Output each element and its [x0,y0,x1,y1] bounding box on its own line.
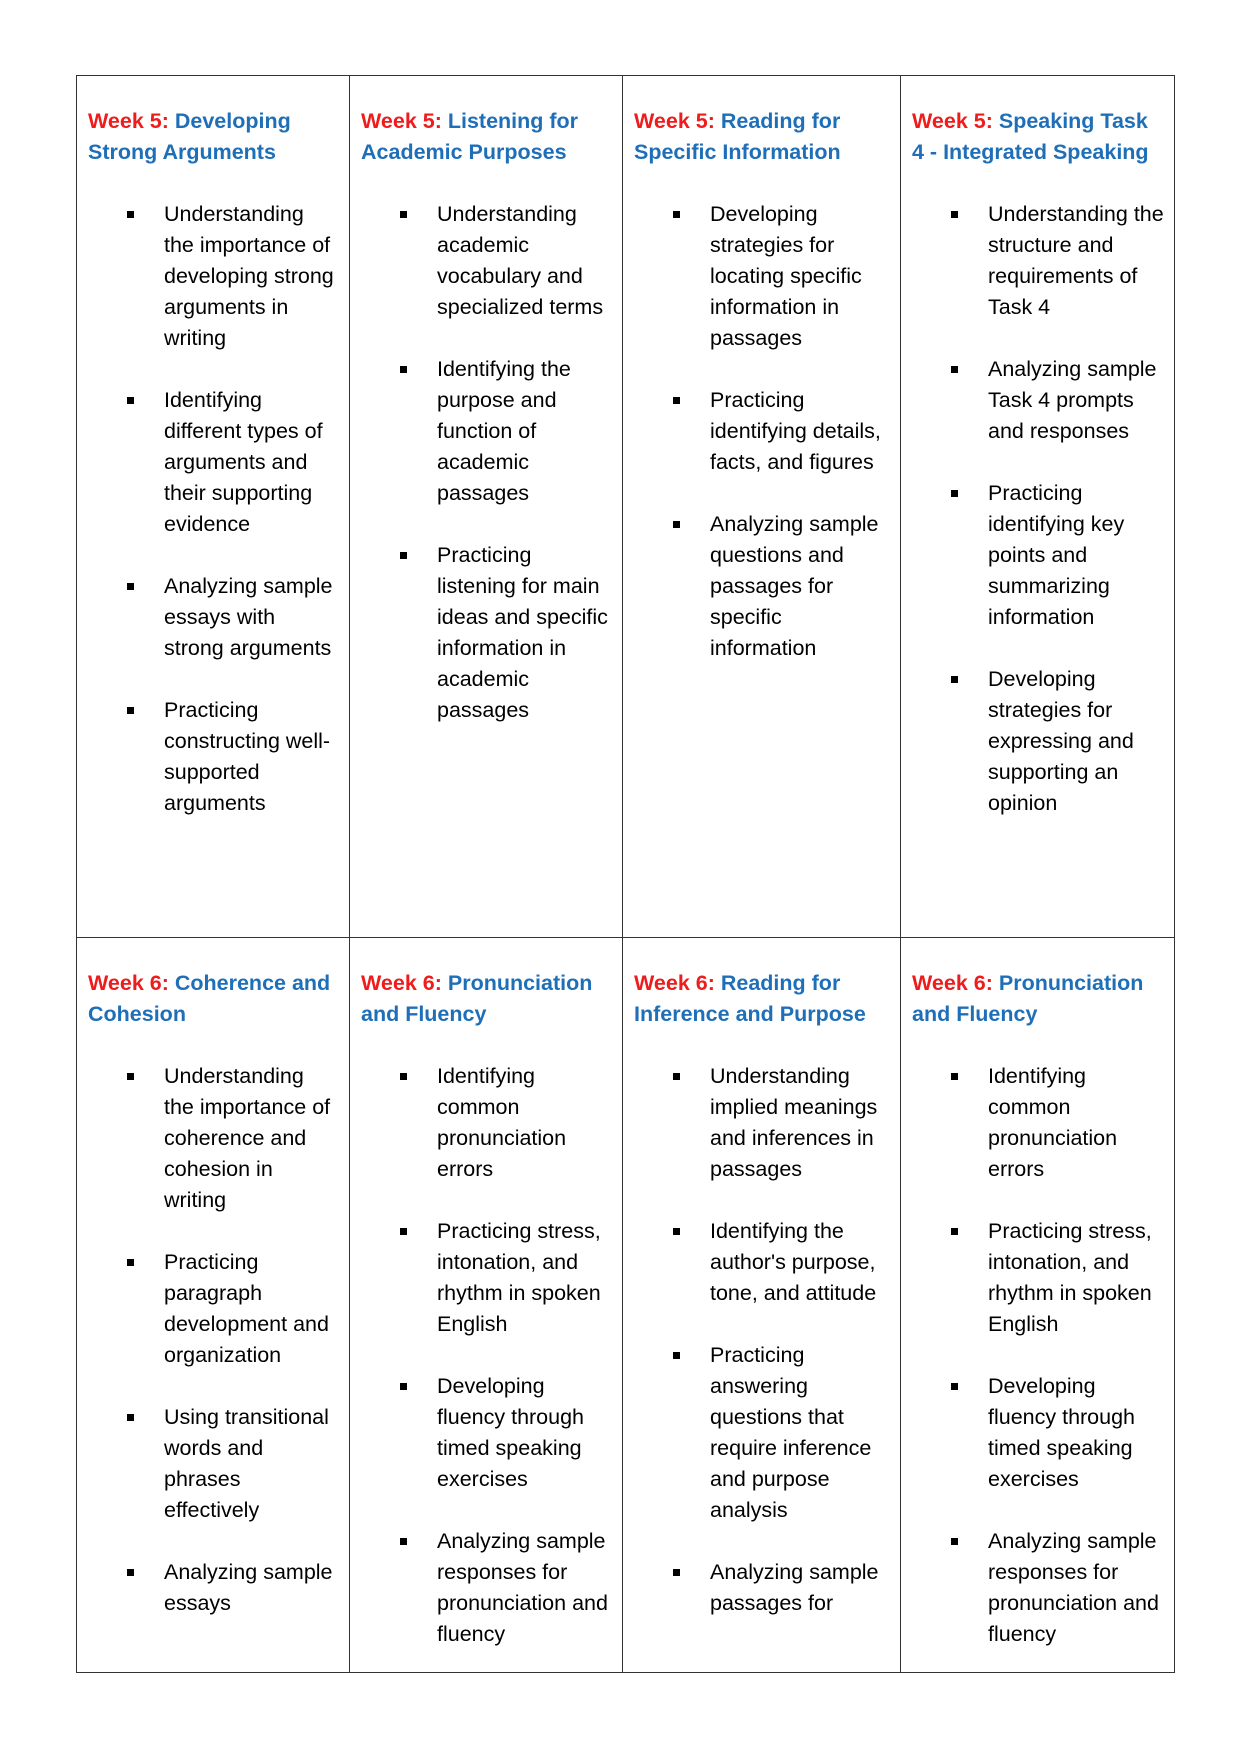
topic-title: Speaking Task 4 - Integrated Speaking [912,109,1149,164]
topic-title: Reading for Inference and Purpose [634,971,866,1026]
list-item: Practicing identifying key points and summarizing information [988,478,1164,633]
cell-heading [88,968,339,1030]
topic-title: Pronunciation and Fluency [361,971,593,1026]
list-item: Identifying the purpose and function of academic passages [437,354,612,509]
syllabus-table [76,75,1175,1673]
list-item: Identifying the author's purpose, tone, and attitude [710,1216,890,1309]
topic-list [361,1061,612,1650]
list-item: Analyzing sample responses for pronunciation and fluency [437,1526,612,1650]
list-item: Understanding the importance of coherence and cohesion in writing [164,1061,339,1216]
topic-list [634,1061,890,1619]
list-item: Identifying common pronunciation errors [988,1061,1164,1185]
cell-heading [361,968,612,1030]
list-item: Analyzing sample essays [164,1557,339,1619]
list-item: Understanding the importance of developing strong arguments in writing [164,199,339,354]
table-cell [350,938,623,1673]
table-cell [350,76,623,938]
list-item: Practicing identifying details, facts, and figures [710,385,890,478]
list-item: Analyzing sample essays with strong arguments [164,571,339,664]
week-label: Week 6: [634,971,715,995]
week-label: Week 6: [912,971,993,995]
week-label: Week 5: [912,109,993,133]
table-cell [623,76,901,938]
list-item: Understanding implied meanings and inferences in passages [710,1061,890,1185]
topic-list [912,1061,1164,1650]
list-item: Identifying different types of arguments and their supporting evidence [164,385,339,540]
list-item: Identifying common pronunciation errors [437,1061,612,1185]
list-item: Practicing stress, intonation, and rhythm in spoken English [437,1216,612,1340]
week-label: Week 6: [361,971,442,995]
cell-heading [912,106,1164,168]
table-cell [901,938,1175,1673]
list-item: Analyzing sample Task 4 prompts and responses [988,354,1164,447]
week-label: Week 5: [88,109,169,133]
table-cell [901,76,1175,938]
topic-list [88,199,339,819]
list-item: Understanding the structure and requirements of Task 4 [988,199,1164,323]
topic-title: Pronunciation and Fluency [912,971,1144,1026]
cell-heading [88,106,339,168]
topic-list [88,1061,339,1619]
week-label: Week 5: [634,109,715,133]
list-item: Practicing paragraph development and organization [164,1247,339,1371]
table-cell [77,938,350,1673]
list-item: Practicing answering questions that require inference and purpose analysis [710,1340,890,1526]
list-item: Developing fluency through timed speaking exercises [988,1371,1164,1495]
cell-heading [634,106,890,168]
list-item: Developing strategies for locating specific information in passages [710,199,890,354]
table-cell [77,76,350,938]
list-item: Analyzing sample responses for pronunciation and fluency [988,1526,1164,1650]
week-label: Week 5: [361,109,442,133]
table-cell [623,938,901,1673]
list-item: Developing fluency through timed speaking exercises [437,1371,612,1495]
topic-title: Coherence and Cohesion [88,971,331,1026]
list-item: Developing strategies for expressing and supporting an opinion [988,664,1164,819]
cell-heading [634,968,890,1030]
list-item: Analyzing sample passages for [710,1557,890,1619]
list-item: Analyzing sample questions and passages for specific information [710,509,890,664]
topic-title: Developing Strong Arguments [88,109,291,164]
week-label: Week 6: [88,971,169,995]
topic-title: Reading for Specific Information [634,109,841,164]
list-item: Using transitional words and phrases effectively [164,1402,339,1526]
topic-list [361,199,612,726]
list-item: Understanding academic vocabulary and specialized terms [437,199,612,323]
list-item: Practicing listening for main ideas and specific information in academic passages [437,540,612,726]
topic-title: Listening for Academic Purposes [361,109,579,164]
topic-list [634,199,890,664]
list-item: Practicing stress, intonation, and rhythm in spoken English [988,1216,1164,1340]
cell-heading [361,106,612,168]
cell-heading [912,968,1164,1030]
topic-list [912,199,1164,819]
list-item: Practicing constructing well-supported arguments [164,695,339,819]
